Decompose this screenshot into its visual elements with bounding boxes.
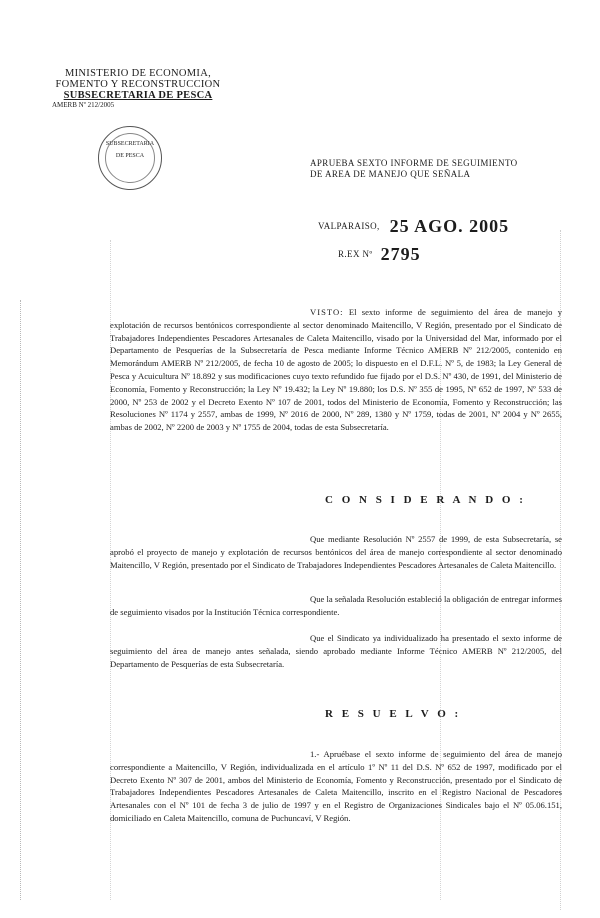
resolution-label: R.EX Nº [338,249,373,259]
resolution-number [338,244,538,265]
subject-line2: DE AREA DE MANEJO QUE SEÑALA [310,169,471,179]
official-seal [98,126,162,190]
seal-text-bottom: DE PESCA [115,153,145,159]
reference-code: AMERB Nº 212/2005 [52,101,115,109]
subject-line1: APRUEBA SEXTO INFORME DE SEGUIMIENTO [310,158,518,168]
considerando-paragraph-3: Que el Sindicato ya individualizado ha presentado el sexto informe de seguimiento del área de manejo antes señalada, siendo aprobado mediante Informe Técnico AMERB Nº 212/2005, del Departamento de Pesquerías de esta Subsecretaría. [110,633,562,669]
visto-paragraph [110,306,562,434]
resolution-value: 2795 [380,244,421,264]
place-label: VALPARAISO, [318,221,380,231]
scan-artifact-line [20,300,21,900]
subject-block [310,158,580,180]
considerando-paragraph-1: Que mediante Resolución Nº 2557 de 1999, de esta Subsecretaría, se aprobó el proyecto de manejo y explotación de recursos bentónicos del área de manejo correspondiente al sector denominado Maitencillo, V Región, presentado por el Sindicato de Trabajadores Independientes Pescadores Artesanales de Caleta Maitencillo. [110,534,562,570]
resuelvo-heading: R E S U E L V O : [325,708,462,720]
subsecretaria-name: SUBSECRETARIA DE PESCA [63,90,213,101]
letterhead [38,68,238,109]
ministry-name-line1: MINISTERIO DE ECONOMIA, [64,68,211,79]
ministry-name-line2: FOMENTO Y RECONSTRUCCION [55,79,221,90]
visto-lead: VISTO: [310,307,344,317]
date-stamp: 25 AGO. 2005 [389,216,510,236]
resuelvo-paragraph-1: 1.- Apruébase el sexto informe de seguimiento del área de manejo correspondiente a Maitencillo, V Región, individualizada en el artículo 1º Nº 11 del D.S. Nº 652 de 1997, modificado por el Decreto Exento Nº 307 de 2001, ambos del Ministerio de Economía, Fomento y Reconstrucción, presentado por el Sindicato de Trabajadores Independientes Pescadores Artesanales de Caleta Maitencillo, inscrito en el Registro Nacional de Pescadores Artesanales con el Nº 101 de fecha 3 de julio de 1997 y en el Registro de Organizaciones Sindicales bajo el Nº 05.06.151, domiciliado en Caleta Maitencillo, comuna de Puchuncaví, V Región. [110,749,562,823]
considerando-paragraph-2: Que la señalada Resolución estableció la obligación de entregar informes de seguimiento visados por la Institución Técnica correspondiente. [110,594,562,617]
seal-text-top: SUBSECRETARIA [105,141,155,147]
visto-text: El sexto informe de seguimiento del área de manejo y explotación de recursos bentónicos correspondiente al sector denominado Maitencillo, V Región, presentado por el Sindicato de Trabajadores Independientes Pescadores Artesanales de Caleta Maitencillo, visado por la Universidad del Mar, informado por el Departamento de Pesquerías de la Subsecretaría de Pesca mediante Informe Técnico AMERB Nº 212/2005, contenido en Memorándum AMERB Nº 212/2005, de fecha 10 de agosto de 2005; lo dispuesto en el D.F.L. Nº 5, de 1983; la Ley General de Pesca y Acuicultura Nº 18.892 y sus modificaciones cuyo texto refundido fue fijado por el D.S. Nº 430, de 1991, del Ministerio de Economía, Fomento y Reconstrucción; la Ley Nº 19.432; la Ley Nº 19.880; los D.S. Nº 355 de 1995, Nº 652 de 1997, Nº 533 de 2000, Nº 253 de 2002 y el Decreto Exento Nº 107 de 2001, todos del Ministerio de Economía, Fomento y Reconstrucción; las Resoluciones Nº 1174 y 2557, ambas de 1999, Nº 2016 de 2000, Nº 289, 1380 y Nº 1759, todas de 2001, Nº 2004 y Nº 2655, ambas de 2002, Nº 2200 de 2003 y Nº 1755 de 2004, todas de esta Subsecretaría. [110,307,562,433]
place-date [318,216,578,237]
considerando-heading: C O N S I D E R A N D O : [325,494,526,506]
